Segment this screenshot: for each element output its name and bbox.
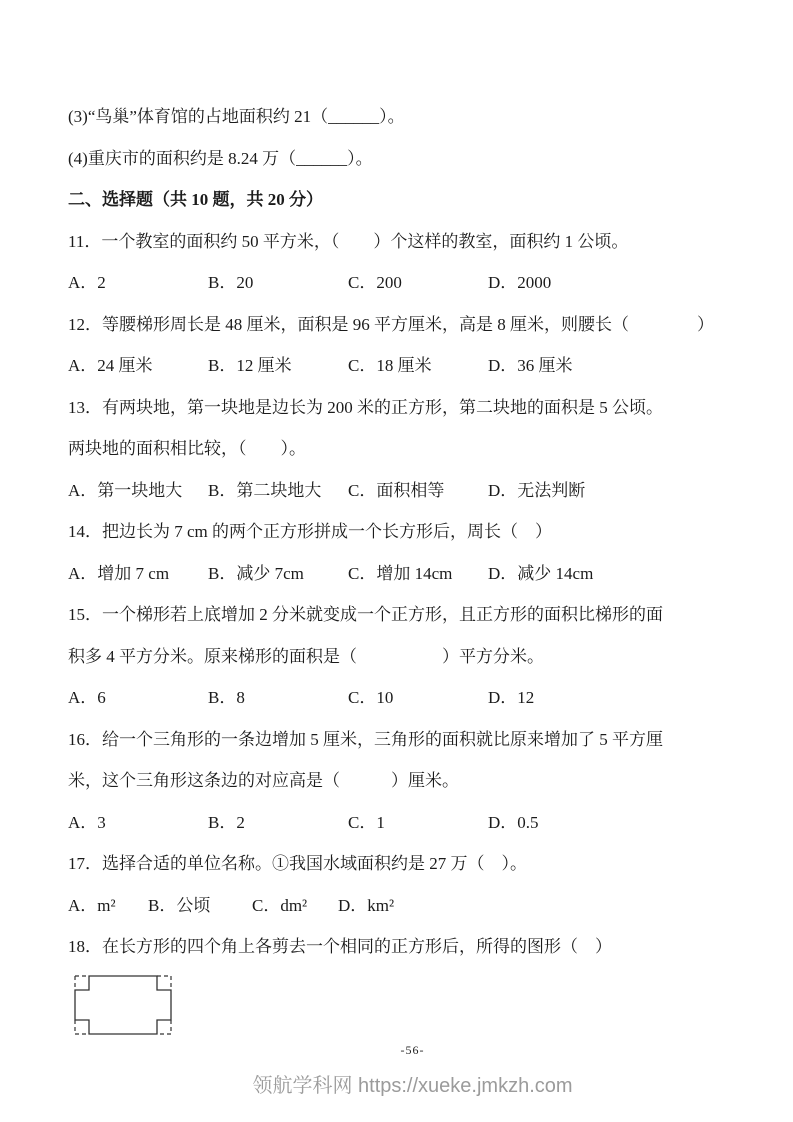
option-c: C．10 <box>348 688 394 707</box>
option-d: D．减少 14cm <box>488 563 594 583</box>
option-c: C．增加 14cm <box>348 563 453 583</box>
option-b: B．20 <box>208 273 254 292</box>
option-c: C．18 厘米 <box>348 356 432 375</box>
option-b: B．2 <box>208 812 245 832</box>
question-16-text-line1: 16．给一个三角形的一条边增加 5 厘米，三角形的面积就比原来增加了 5 平方厘 <box>68 729 663 749</box>
fill-item-3: (3)“鸟巢”体育馆的占地面积约 21（______）。 <box>68 107 405 126</box>
question-14-options <box>68 553 757 595</box>
question-14-text: 14．把边长为 7 cm 的两个正方形拼成一个长方形后，周长（ ） <box>68 522 553 541</box>
section-heading: 二、选择题（共 10 题，共 20 分） <box>68 190 323 209</box>
question-16-options <box>68 802 757 844</box>
option-c: C．面积相等 <box>348 480 445 500</box>
option-d: D．无法判断 <box>488 480 586 500</box>
question-15-text-line2: 积多 4 平方分米。原来梯形的面积是（ ）平方分米。 <box>68 646 544 666</box>
option-a: A．m² <box>68 895 116 915</box>
question-15-options <box>68 677 757 719</box>
option-b: B．8 <box>208 688 245 707</box>
question-11-text: 11．一个教室的面积约 50 平方米，（ ）个这样的教室，面积约 1 公顷。 <box>68 231 629 251</box>
question-17-options <box>68 885 757 927</box>
question-16-text-line2: 米，这个三角形这条边的对应高是（ ）厘米。 <box>68 771 459 790</box>
question-17-text: 17．选择合适的单位名称。①我国水域面积约是 27 万（ ）。 <box>68 854 527 873</box>
question-13-text-line2: 两块地的面积相比较，（ ）。 <box>68 439 306 458</box>
option-b: B．减少 7cm <box>208 563 304 583</box>
option-d: D．km² <box>338 895 395 915</box>
option-c: C．1 <box>348 812 385 832</box>
question-11-options <box>68 262 757 304</box>
fill-item-4: (4)重庆市的面积约是 8.24 万（______）。 <box>68 148 373 168</box>
question-13-options <box>68 470 757 512</box>
option-b: B．第二块地大 <box>208 480 322 500</box>
option-b: B．公顷 <box>148 895 211 915</box>
question-18-text: 18．在长方形的四个角上各剪去一个相同的正方形后，所得的图形（ ） <box>68 937 612 956</box>
option-a: A．3 <box>68 812 106 832</box>
option-a: A．增加 7 cm <box>68 563 170 583</box>
option-c: C．dm² <box>252 895 308 915</box>
option-a: A．第一块地大 <box>68 480 183 500</box>
option-b: B．12 厘米 <box>208 356 292 375</box>
option-a: A．24 厘米 <box>68 356 153 375</box>
option-d: D．0.5 <box>488 812 539 832</box>
option-d: D．2000 <box>488 273 552 292</box>
option-a: A．6 <box>68 688 106 707</box>
page-number: -56- <box>400 1042 425 1057</box>
option-d: D．12 <box>488 688 535 707</box>
watermark-site-link: 领航学科网 https://xueke.jmkzh.com <box>252 1074 573 1097</box>
question-15-text-line1: 15．一个梯形若上底增加 2 分米就变成一个正方形，且正方形的面积比梯形的面 <box>68 605 663 624</box>
question-13-text-line1: 13．有两块地，第一块地是边长为 200 米的正方形，第二块地的面积是 5 公顷。 <box>68 397 663 417</box>
option-a: A．2 <box>68 273 106 292</box>
cut-shape-outline <box>75 976 171 1034</box>
option-d: D．36 厘米 <box>488 356 573 375</box>
question-12-text: 12．等腰梯形周长是 48 厘米，面积是 96 平方厘米，高是 8 厘米，则腰长（ ） <box>68 314 714 334</box>
question-12-options <box>68 345 757 387</box>
option-c: C．200 <box>348 273 402 292</box>
corner-cut-rectangle-figure <box>73 974 757 1036</box>
